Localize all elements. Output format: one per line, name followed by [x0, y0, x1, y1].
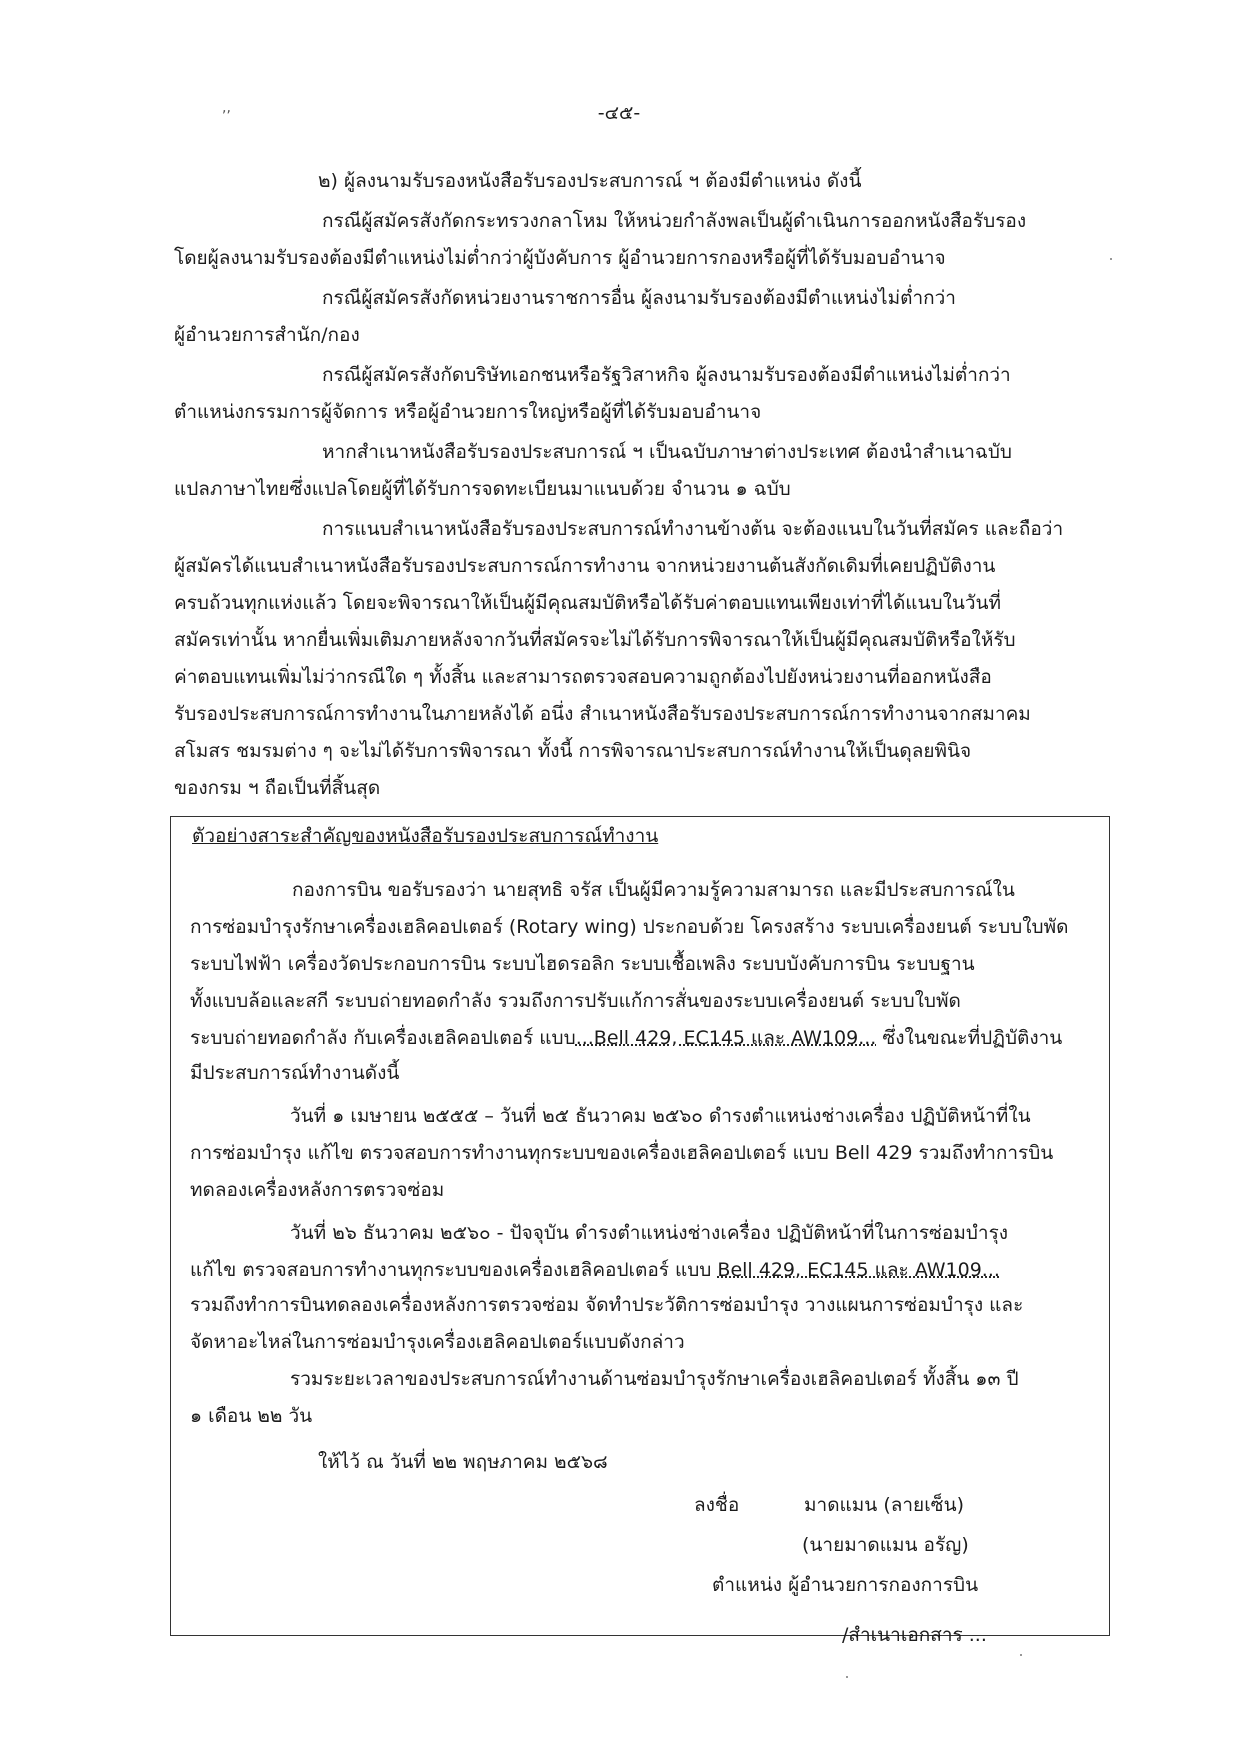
sample-text: ระบบถ่ายทอดกำลัง กับเครื่องเฮลิคอปเตอร์ แบบ — [190, 1027, 576, 1049]
sample-line: การซ่อมบำรุง แก้ไข ตรวจสอบการทำงานทุกระบบของเครื่องเฮลิคอปเตอร์ แบบ Bell 429 รวมถึงทำการบิน — [190, 1142, 1054, 1164]
signatory-position: ตำแหน่ง ผู้อำนวยการกองการบิน — [712, 1574, 979, 1596]
sample-title: ตัวอย่างสาระสำคัญของหนังสือรับรองประสบการณ์ทำงาน — [192, 825, 659, 847]
sample-line — [190, 1257, 1000, 1283]
paragraph-line: โดยผู้ลงนามรับรองต้องมีตำแหน่งไม่ต่ำกว่าผู้บังคับการ ผู้อำนวยการกองหรือผู้ที่ได้รับมอบอำนาจ — [174, 247, 946, 269]
paragraph-line: ครบถ้วนทุกแห่งแล้ว โดยจะพิจารณาให้เป็นผู้มีคุณสมบัติหรือได้รับค่าตอบแทนเพียงเท่าที่ได้แนบในวันที่ — [174, 592, 1002, 614]
paragraph-line: สโมสร ชมรมต่าง ๆ จะไม่ได้รับการพิจารณา ทั้งนี้ การพิจารณาประสบการณ์ทำงานให้เป็นดุลยพินิจ — [174, 740, 972, 762]
sample-line: กองการบิน ขอรับรองว่า นายสุทธิ จรัส เป็นผู้มีความรู้ความสามารถ และมีประสบการณ์ใน — [292, 879, 1015, 901]
paragraph-line: แปลภาษาไทยซึ่งแปลโดยผู้ที่ได้รับการจดทะเบียนมาแนบด้วย จำนวน ๑ ฉบับ — [174, 478, 791, 500]
issue-date: ให้ไว้ ณ วันที่ ๒๒ พฤษภาคม ๒๕๖๘ — [318, 1451, 608, 1473]
sample-line: จัดหาอะไหล่ในการซ่อมบำรุงเครื่องเฮลิคอปเตอร์แบบดังกล่าว — [190, 1331, 685, 1353]
paragraph-line: การแนบสำเนาหนังสือรับรองประสบการณ์ทำงานข้างต้น จะต้องแนบในวันที่สมัคร และถือว่า — [322, 518, 1064, 540]
signature-name: มาดแมน (ลายเซ็น) — [804, 1494, 964, 1516]
paragraph-line: กรณีผู้สมัครสังกัดกระทรวงกลาโหม ให้หน่วยกำลังพลเป็นผู้ดำเนินการออกหนังสือรับรอง — [322, 210, 1027, 232]
paragraph-line: รับรองประสบการณ์การทำงานในภายหลังได้ อนึ่ง สำเนาหนังสือรับรองประสบการณ์การทำงานจากสมาคม — [174, 703, 1031, 725]
sample-line: ทั้งแบบล้อและสกี ระบบถ่ายทอดกำลัง รวมถึงการปรับแก้การสั่นของระบบเครื่องยนต์ ระบบใบพัด — [190, 990, 961, 1012]
sample-line: วันที่ ๑ เมษายน ๒๕๕๕ – วันที่ ๒๕ ธันวาคม ๒๕๖๐ ดำรงตำแหน่งช่างเครื่อง ปฏิบัติหน้าที่ใน — [290, 1105, 1031, 1127]
paragraph-line: กรณีผู้สมัครสังกัดหน่วยงานราชการอื่น ผู้ลงนามรับรองต้องมีตำแหน่งไม่ต่ำกว่า — [322, 287, 956, 309]
signatory-fullname: (นายมาดแมน อรัญ) — [802, 1534, 969, 1556]
paragraph-line: สมัครเท่านั้น หากยื่นเพิ่มเติมภายหลังจากวันที่สมัครจะไม่ได้รับการพิจารณาให้เป็นผู้มีคุณสมบัติหรือให้รับ — [174, 629, 1016, 651]
paragraph-line: ของกรม ฯ ถือเป็นที่สิ้นสุด — [174, 777, 381, 799]
paragraph-line: ผู้อำนวยการสำนัก/กอง — [174, 324, 360, 346]
sample-line: ทดลองเครื่องหลังการตรวจซ่อม — [190, 1179, 445, 1201]
sample-line: รวมระยะเวลาของประสบการณ์ทำงานด้านซ่อมบำรุงรักษาเครื่องเฮลิคอปเตอร์ ทั้งสิ้น ๑๓ ปี — [290, 1368, 1019, 1390]
sample-line: รวมถึงทำการบินทดลองเครื่องหลังการตรวจซ่อม จัดทำประวัติการซ่อมบำรุง วางแผนการซ่อมบำรุง และ — [190, 1294, 1024, 1316]
sample-line — [190, 1025, 1062, 1051]
scan-speck — [1110, 258, 1112, 260]
sample-line: การซ่อมบำรุงรักษาเครื่องเฮลิคอปเตอร์ (Rotary wing) ประกอบด้วย โครงสร้าง ระบบเครื่องยนต์ ระบบใบพัด — [190, 916, 1069, 938]
page-number: -๔๕- — [597, 102, 641, 124]
sample-text: ซึ่งในขณะที่ปฏิบัติงาน — [876, 1027, 1063, 1049]
aircraft-models: Bell 429, EC145 และ AW109... — [717, 1259, 1000, 1281]
scan-speck — [846, 1676, 848, 1678]
sample-line: ๑ เดือน ๒๒ วัน — [190, 1405, 313, 1427]
paragraph-line: ค่าตอบแทนเพิ่มไม่ว่ากรณีใด ๆ ทั้งสิ้น และสามารถตรวจสอบความถูกต้องไปยังหน่วยงานที่ออกหนังสือ — [174, 666, 992, 688]
paragraph-line: กรณีผู้สมัครสังกัดบริษัทเอกชนหรือรัฐวิสาหกิจ ผู้ลงนามรับรองต้องมีตำแหน่งไม่ต่ำกว่า — [322, 364, 1011, 386]
aircraft-models: ...Bell 429, EC145 และ AW109... — [575, 1027, 877, 1049]
paragraph-line: หากสำเนาหนังสือรับรองประสบการณ์ ฯ เป็นฉบับภาษาต่างประเทศ ต้องนำสำเนาฉบับ — [322, 441, 1012, 463]
continuation-note: /สำเนาเอกสาร ... — [842, 1624, 987, 1646]
section-heading: ๒) ผู้ลงนามรับรองหนังสือรับรองประสบการณ์ ฯ ต้องมีตำแหน่ง ดังนี้ — [318, 170, 862, 192]
sample-line: มีประสบการณ์ทำงานดังนี้ — [190, 1062, 400, 1084]
sample-text: แก้ไข ตรวจสอบการทำงานทุกระบบของเครื่องเฮลิคอปเตอร์ แบบ — [190, 1259, 718, 1281]
signature-label: ลงชื่อ — [694, 1494, 740, 1516]
scan-mark: ,, — [222, 100, 231, 116]
paragraph-line: ตำแหน่งกรรมการผู้จัดการ หรือผู้อำนวยการใหญ่หรือผู้ที่ได้รับมอบอำนาจ — [174, 401, 762, 423]
scan-speck — [1020, 1654, 1022, 1656]
sample-line: วันที่ ๒๖ ธันวาคม ๒๕๖๐ - ปัจจุบัน ดำรงตำแหน่งช่างเครื่อง ปฏิบัติหน้าที่ในการซ่อมบำรุง — [290, 1222, 1009, 1244]
sample-line: ระบบไฟฟ้า เครื่องวัดประกอบการบิน ระบบไฮดรอลิก ระบบเชื้อเพลิง ระบบบังคับการบิน ระบบฐาน — [190, 953, 975, 975]
paragraph-line: ผู้สมัครได้แนบสำเนาหนังสือรับรองประสบการณ์การทำงาน จากหน่วยงานต้นสังกัดเดิมที่เคยปฏิบัติงาน — [174, 555, 996, 577]
